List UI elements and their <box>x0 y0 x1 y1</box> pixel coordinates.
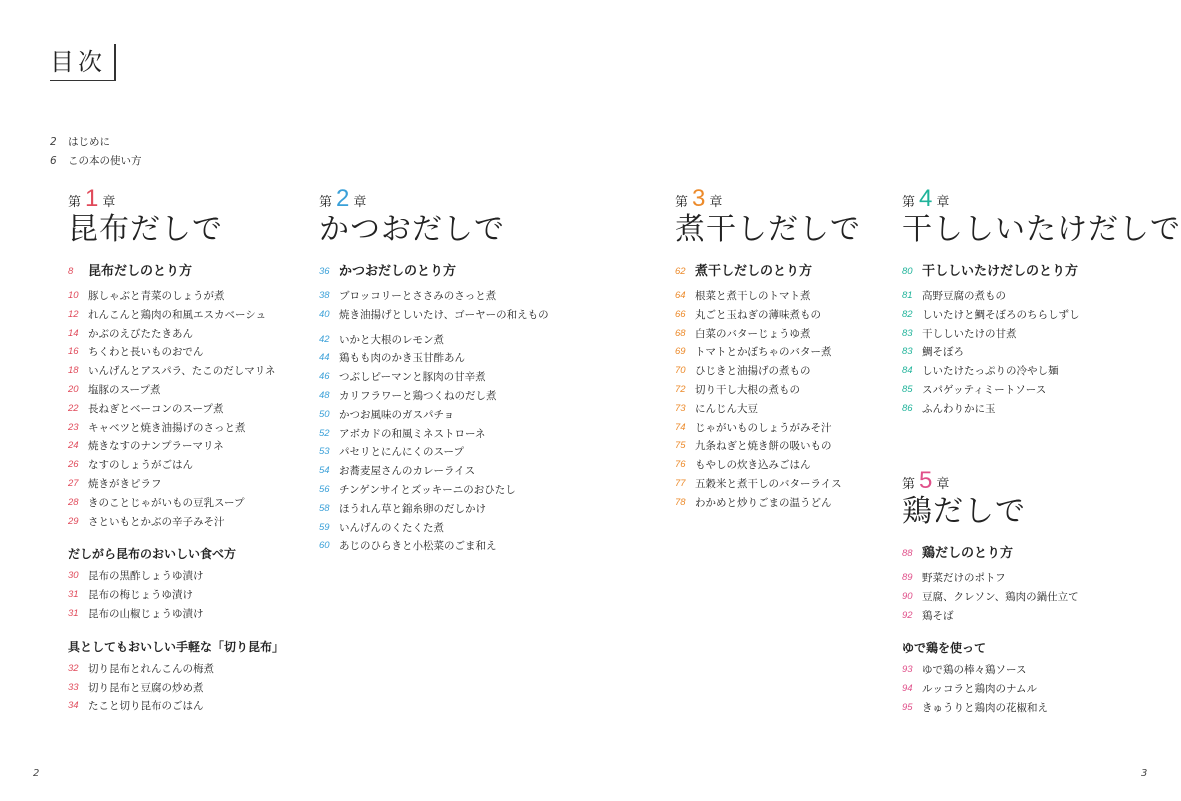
toc-entry-label: いかと大根のレモン煮 <box>339 333 444 346</box>
toc-entry[interactable] <box>68 605 298 624</box>
page-number: 8 <box>68 266 74 277</box>
toc-entry-label: 焼きなすのナンプラーマリネ <box>88 440 224 453</box>
page-number: 70 <box>675 365 686 377</box>
toc-entry[interactable] <box>675 260 885 284</box>
toc-entry[interactable] <box>68 586 298 605</box>
toc-entry[interactable] <box>675 475 885 494</box>
folio-right: 3 <box>1141 768 1148 779</box>
page-number: 84 <box>902 365 913 377</box>
page-number: 26 <box>68 459 79 471</box>
toc-entry[interactable] <box>319 425 549 444</box>
toc-entry-label: きのことじゃがいもの豆乳スープ <box>88 496 245 509</box>
page-number: 75 <box>675 440 686 452</box>
toc-entry-label: いんげんのくたくた煮 <box>339 521 444 534</box>
toc-entry-label: 根菜と煮干しのトマト煮 <box>695 290 811 302</box>
intro-item-label: この本の使い方 <box>68 155 142 167</box>
toc-entry[interactable] <box>319 500 549 519</box>
folio-left: 2 <box>33 768 40 779</box>
intro-item-label: はじめに <box>68 136 110 148</box>
page-number: 69 <box>675 346 686 358</box>
toc-entry-label: かつおだしのとり方 <box>339 264 457 279</box>
page-number: 30 <box>68 570 79 582</box>
chapter-title: 煮干しだしで <box>675 212 861 247</box>
page-number: 16 <box>68 346 79 358</box>
chapter-prefix: 第 <box>902 477 916 492</box>
page-number: 82 <box>902 308 913 320</box>
toc-entry-label: 豚しゃぶと青菜のしょうが煮 <box>88 290 225 302</box>
page-number: 81 <box>902 290 913 301</box>
page-number: 6 <box>50 155 57 167</box>
toc-entry-label: しいたけと鯛そぼろのちらしずし <box>922 308 1080 321</box>
toc-entry[interactable] <box>675 306 885 325</box>
toc-entry[interactable] <box>68 400 298 419</box>
page-number: 33 <box>68 681 79 693</box>
toc-entry-label: ちくわと長いものおでん <box>88 346 204 359</box>
toc-entry-label: 野菜だけのポトフ <box>922 572 1006 584</box>
toc-entry-label: さといもとかぶの辛子みそ汁 <box>88 515 225 528</box>
toc-entry-label: わかめと炒りごまの温うどん <box>695 496 832 509</box>
toc-entry-label: 白菜のバターじょうゆ煮 <box>695 327 811 340</box>
toc-entry-label: ふんわりかに玉 <box>922 402 996 415</box>
chapter-number <box>675 185 885 212</box>
toc-entry-label: 切り干し大根の煮もの <box>695 383 800 396</box>
toc-entry-label: つぶしピーマンと豚肉の甘辛煮 <box>339 371 486 384</box>
page-number: 72 <box>675 383 686 395</box>
toc-entry-label: 煮干しだしのとり方 <box>695 264 813 279</box>
chapter-suffix: 章 <box>936 195 950 210</box>
toc-entry-label: お蕎麦屋さんのカレーライス <box>339 465 476 478</box>
toc-entry-label: ほうれん草と錦糸卵のだしかけ <box>339 502 486 515</box>
toc-entry-label: 干ししいたけの甘煮 <box>922 327 1017 340</box>
page-number: 23 <box>68 421 79 433</box>
toc-entry[interactable] <box>68 381 298 400</box>
toc-list <box>319 260 549 556</box>
chapter-prefix: 第 <box>319 195 333 210</box>
chapter-number <box>319 185 549 212</box>
chapter-number <box>902 185 1142 212</box>
page-number: 74 <box>675 421 686 433</box>
page-number: 94 <box>902 683 913 695</box>
page-number: 34 <box>68 700 79 712</box>
page-number: 54 <box>319 465 330 477</box>
page-number: 50 <box>319 408 330 420</box>
page-number: 90 <box>902 590 913 602</box>
page-number: 64 <box>675 290 686 301</box>
chapter-num: 2 <box>336 185 350 212</box>
toc-entry-label: きゅうりと鶏肉の花椒和え <box>922 701 1048 714</box>
section-heading: 具としてもおいしい手軽な「切り昆布」 <box>68 639 285 654</box>
page-number: 52 <box>319 427 330 439</box>
chapter-5 <box>902 467 1142 718</box>
page-number: 73 <box>675 402 686 414</box>
toc-entry-label: 塩豚のスープ煮 <box>88 383 161 396</box>
toc-entry[interactable] <box>319 331 549 350</box>
page-number: 80 <box>902 266 913 277</box>
toc-entry-label: 切り昆布と豆腐の炒め煮 <box>88 681 204 694</box>
chapter-num: 3 <box>692 185 706 212</box>
toc-entry[interactable] <box>675 419 885 438</box>
toc-entry[interactable] <box>68 306 298 325</box>
toc-entry-label: もやしの炊き込みごはん <box>695 459 811 472</box>
toc-entry[interactable] <box>902 588 1142 607</box>
page-number: 40 <box>319 308 330 320</box>
toc-entry[interactable] <box>675 494 885 513</box>
page-number: 18 <box>68 365 79 377</box>
toc-entry-label: かつお風味のガスパチョ <box>339 408 455 421</box>
page-number: 22 <box>68 402 79 414</box>
toc-entry-label: 切り昆布とれんこんの梅煮 <box>88 662 214 675</box>
toc-entry[interactable] <box>902 381 1142 400</box>
intro-list <box>50 133 142 171</box>
toc-entry-label: アボカドの和風ミネストローネ <box>339 427 486 440</box>
toc-entry-label: れんこんと鶏肉の和風エスカベーシュ <box>88 308 267 321</box>
page-number: 93 <box>902 664 913 676</box>
chapter-3 <box>675 185 885 513</box>
toc-entry[interactable] <box>319 349 549 368</box>
page-number: 53 <box>319 446 330 458</box>
toc-entry[interactable] <box>902 306 1142 325</box>
page-number: 95 <box>902 701 913 713</box>
chapter-num: 5 <box>919 467 933 494</box>
toc-entry-label: 九条ねぎと焼き餅の吸いもの <box>695 440 832 453</box>
toc-entry-label: ルッコラと鶏肉のナムル <box>922 683 1037 696</box>
toc-entry-label: 焼きがきピラフ <box>88 477 162 490</box>
toc-entry[interactable] <box>675 287 885 306</box>
page-number: 42 <box>319 333 330 345</box>
section-heading: だしがら昆布のおいしい食べ方 <box>68 547 237 562</box>
toc-entry[interactable] <box>902 343 1142 362</box>
toc-entry[interactable] <box>902 325 1142 344</box>
toc-entry-label: 干ししいたけだしのとり方 <box>922 264 1079 279</box>
toc-entry[interactable] <box>902 569 1142 588</box>
toc-list <box>902 542 1142 718</box>
page-number: 38 <box>319 290 330 301</box>
chapter-prefix: 第 <box>68 195 82 210</box>
page-number: 77 <box>675 477 686 489</box>
toc-entry[interactable] <box>68 419 298 438</box>
toc-entry-label: 長ねぎとベーコンのスープ煮 <box>88 402 224 415</box>
toc-entry[interactable] <box>68 567 298 586</box>
chapter-num: 1 <box>85 185 99 212</box>
toc-entry-label: トマトとかぼちゃのバター煮 <box>695 346 832 359</box>
toc-entry-label: あじのひらきと小松菜のごま和え <box>339 540 497 553</box>
page-number: 59 <box>319 521 330 533</box>
toc-entry[interactable] <box>675 400 885 419</box>
toc-entry[interactable] <box>319 462 549 481</box>
toc-entry[interactable] <box>902 362 1142 381</box>
chapter-1 <box>68 185 298 716</box>
toc-entry[interactable] <box>902 680 1142 699</box>
toc-entry[interactable] <box>319 306 549 325</box>
toc-entry[interactable] <box>319 287 549 306</box>
page-number: 62 <box>675 266 686 277</box>
page-number: 89 <box>902 572 913 583</box>
page-number: 58 <box>319 502 330 514</box>
toc-entry-label: キャベツと焼き油揚げのさっと煮 <box>88 421 246 434</box>
page-number: 12 <box>68 308 79 320</box>
toc-entry[interactable] <box>902 287 1142 306</box>
page-number: 66 <box>675 308 686 320</box>
toc-entry[interactable] <box>319 260 549 284</box>
chapter-suffix: 章 <box>353 195 367 210</box>
page-number: 24 <box>68 440 79 452</box>
page-number: 46 <box>319 371 330 383</box>
toc-entry[interactable] <box>68 494 298 513</box>
toc-entry[interactable] <box>319 443 549 462</box>
toc-entry[interactable] <box>68 679 298 698</box>
chapter-title: 鶏だしで <box>902 494 1026 529</box>
chapter-prefix: 第 <box>902 195 916 210</box>
toc-entry[interactable] <box>675 325 885 344</box>
page-number: 29 <box>68 515 79 527</box>
chapter-2 <box>319 185 549 556</box>
toc-entry[interactable] <box>68 260 298 284</box>
toc-entry[interactable] <box>68 437 298 456</box>
page-number: 27 <box>68 477 79 489</box>
page-number: 83 <box>902 327 913 339</box>
chapter-title: かつおだしで <box>319 212 505 247</box>
toc-list <box>675 260 885 513</box>
page-number: 68 <box>675 327 686 339</box>
toc-entry-label: じゃがいものしょうがみそ汁 <box>695 421 832 434</box>
toc-entry[interactable] <box>319 537 549 556</box>
toc-entry-label: ひじきと油揚げの煮もの <box>695 365 811 378</box>
toc-entry[interactable] <box>68 362 298 381</box>
chapter-suffix: 章 <box>936 477 950 492</box>
toc-entry-label: 五穀米と煮干しのバターライス <box>695 477 842 490</box>
toc-entry-label: 昆布だしのとり方 <box>88 264 193 279</box>
toc-entry-label: 鶏もも肉のかき玉甘酢あん <box>339 352 465 365</box>
page-number: 86 <box>902 402 913 414</box>
page-number: 31 <box>68 589 79 601</box>
toc-entry-label: カリフラワーと鶏つくねのだし煮 <box>339 389 497 402</box>
toc-list <box>902 260 1142 419</box>
toc-entry[interactable] <box>675 362 885 381</box>
toc-entry-label: 昆布の黒酢しょうゆ漬け <box>88 570 204 583</box>
chapter-prefix: 第 <box>675 195 689 210</box>
toc-entry[interactable] <box>902 260 1142 284</box>
chapter-suffix: 章 <box>709 195 723 210</box>
page-number: 44 <box>319 352 330 364</box>
page-number: 20 <box>68 383 79 395</box>
chapter-number <box>68 185 298 212</box>
toc-entry[interactable] <box>675 381 885 400</box>
page-number: 78 <box>675 496 686 508</box>
toc-entry-label: ゆで鶏の棒々鶏ソース <box>922 664 1027 677</box>
toc-entry[interactable] <box>902 699 1142 718</box>
page-number: 2 <box>50 136 57 148</box>
page-number: 10 <box>68 290 79 301</box>
page-number: 32 <box>68 662 79 674</box>
toc-entry-label: たこと切り昆布のごはん <box>88 700 204 713</box>
toc-entry[interactable] <box>68 456 298 475</box>
toc-entry-label: パセリとにんにくのスープ <box>339 446 464 459</box>
toc-entry-label: いんげんとアスパラ、たこのだしマリネ <box>88 365 276 378</box>
toc-entry[interactable] <box>319 368 549 387</box>
page-number: 83 <box>902 346 913 358</box>
page-number: 48 <box>319 389 330 401</box>
toc-entry-label: 焼き油揚げとしいたけ、ゴーヤーの和えもの <box>339 308 549 321</box>
chapter-title: 昆布だしで <box>68 212 223 247</box>
toc-entry[interactable] <box>902 607 1142 626</box>
toc-entry[interactable] <box>68 475 298 494</box>
toc-entry-label: 高野豆腐の煮もの <box>922 290 1006 302</box>
page-number: 28 <box>68 496 79 508</box>
chapter-number <box>902 467 1142 494</box>
toc-entry[interactable] <box>319 406 549 425</box>
toc-entry[interactable] <box>319 481 549 500</box>
toc-entry-label: チンゲンサイとズッキーニのおひたし <box>339 483 516 496</box>
section-heading: ゆで鶏を使って <box>902 641 987 656</box>
toc-entry-label: 鯛そぼろ <box>922 346 964 359</box>
toc-entry[interactable] <box>902 542 1142 566</box>
intro-item[interactable] <box>50 133 142 152</box>
chapter-4 <box>902 185 1181 419</box>
toc-entry[interactable] <box>68 697 298 716</box>
toc-entry[interactable] <box>902 661 1142 680</box>
page-number: 92 <box>902 609 913 621</box>
toc-entry[interactable] <box>68 287 298 306</box>
toc-entry[interactable] <box>675 437 885 456</box>
toc-entry[interactable] <box>319 519 549 538</box>
toc-entry[interactable] <box>675 343 885 362</box>
chapter-suffix: 章 <box>102 195 116 210</box>
toc-list <box>68 260 298 716</box>
toc-entry-label: 豆腐、クレソン、鶏肉の鍋仕立て <box>922 590 1079 603</box>
toc-entry-label: スパゲッティミートソース <box>922 383 1047 396</box>
toc-entry-label: かぶのえびたたきあん <box>88 327 193 340</box>
toc-entry-label: しいたけたっぷりの冷やし麺 <box>922 365 1059 378</box>
page-number: 56 <box>319 483 330 495</box>
chapter-title: 干ししいたけだしで <box>902 212 1181 247</box>
page-number: 85 <box>902 383 913 395</box>
page-number: 76 <box>675 459 686 471</box>
toc-entry-label: にんじん大豆 <box>695 402 758 415</box>
toc-entry-label: 昆布の梅じょうゆ漬け <box>88 589 193 602</box>
page-title: 目次 <box>50 44 116 81</box>
toc-entry[interactable] <box>68 660 298 679</box>
toc-entry-label: なすのしょうがごはん <box>88 459 193 472</box>
toc-entry[interactable] <box>68 513 298 532</box>
page-number: 88 <box>902 548 913 559</box>
toc-entry-label: 鶏だしのとり方 <box>922 546 1014 561</box>
page-number: 36 <box>319 266 330 277</box>
toc-entry[interactable] <box>902 400 1142 419</box>
toc-entry[interactable] <box>68 343 298 362</box>
toc-entry[interactable] <box>319 387 549 406</box>
toc-entry-label: 丸ごと玉ねぎの薄味煮もの <box>695 308 821 321</box>
toc-entry[interactable] <box>68 325 298 344</box>
toc-entry-label: 昆布の山椒じょうゆ漬け <box>88 607 204 620</box>
toc-entry[interactable] <box>675 456 885 475</box>
chapter-num: 4 <box>919 185 933 212</box>
page-number: 60 <box>319 540 330 552</box>
intro-item[interactable] <box>50 152 142 171</box>
page-number: 31 <box>68 607 79 619</box>
toc-entry-label: 鶏そば <box>922 609 954 622</box>
page-number: 14 <box>68 327 79 339</box>
toc-entry-label: ブロッコリーとささみのさっと煮 <box>339 290 497 302</box>
